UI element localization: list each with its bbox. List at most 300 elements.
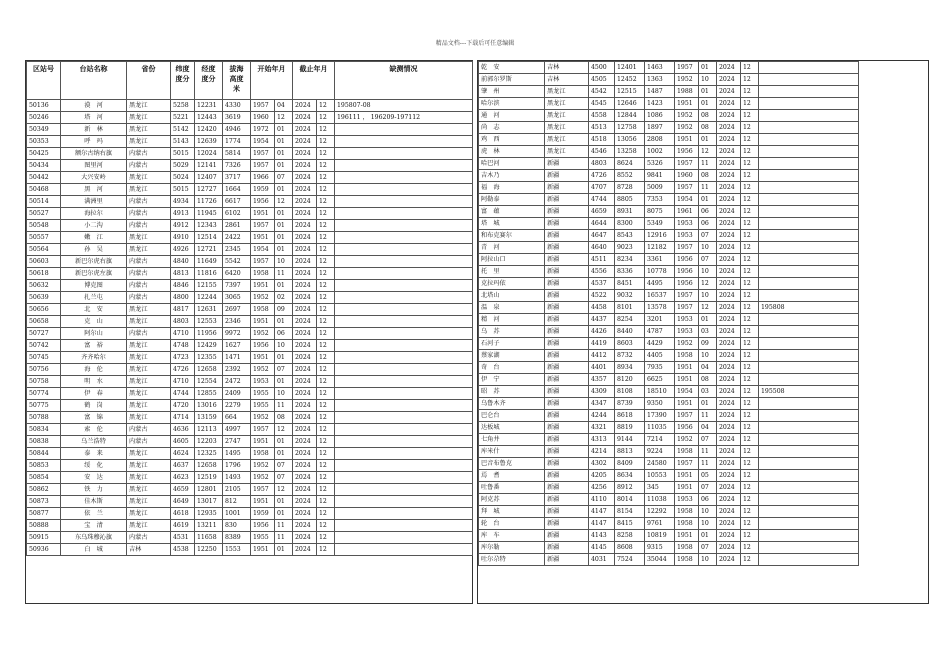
start-month-cell: 10 — [699, 350, 717, 362]
station-name-cell: 伊 春 — [61, 388, 127, 400]
end-month-cell: 12 — [317, 484, 335, 496]
end-year-cell: 2024 — [293, 460, 317, 472]
start-year-cell: 1961 — [675, 206, 699, 218]
start-year-cell: 1957 — [675, 458, 699, 470]
latitude-cell: 4546 — [589, 146, 615, 158]
missing-info-cell — [759, 170, 859, 182]
station-id-cell: 50838 — [27, 436, 61, 448]
longitude-cell: 12325 — [195, 448, 223, 460]
end-month-cell: 12 — [317, 304, 335, 316]
latitude-cell: 4412 — [589, 350, 615, 362]
start-month-cell: 01 — [699, 98, 717, 110]
missing-info-cell: 195807-08 — [335, 100, 473, 112]
end-year-cell: 2024 — [717, 98, 741, 110]
table-row — [479, 86, 859, 98]
col-end: 截止年月 — [293, 62, 335, 100]
end-year-cell: 2024 — [293, 100, 317, 112]
table-row — [479, 554, 859, 566]
end-year-cell: 2024 — [717, 554, 741, 566]
start-month-cell: 10 — [275, 388, 293, 400]
station-id-cell: 50758 — [27, 376, 61, 388]
altitude-cell: 7353 — [645, 194, 675, 206]
station-name-cell: 图里河 — [61, 160, 127, 172]
end-year-cell: 2024 — [717, 86, 741, 98]
longitude-cell: 12401 — [615, 62, 645, 74]
start-year-cell: 1951 — [251, 544, 275, 556]
province-cell: 新疆 — [545, 482, 589, 494]
end-year-cell: 2024 — [717, 74, 741, 86]
start-month-cell: 12 — [275, 484, 293, 496]
longitude-cell: 9144 — [615, 434, 645, 446]
start-year-cell: 1958 — [675, 446, 699, 458]
end-year-cell: 2024 — [717, 254, 741, 266]
table-row — [27, 184, 473, 196]
altitude-cell: 12292 — [645, 506, 675, 518]
station-name-cell: 明 水 — [61, 376, 127, 388]
missing-info-cell — [335, 496, 473, 508]
end-month-cell: 12 — [741, 518, 759, 530]
missing-info-cell — [759, 326, 859, 338]
station-name-cell: 库米什 — [479, 446, 545, 458]
end-month-cell: 12 — [741, 266, 759, 278]
start-month-cell: 01 — [275, 436, 293, 448]
longitude-cell: 12727 — [195, 184, 223, 196]
province-cell: 新疆 — [545, 218, 589, 230]
longitude-cell: 11649 — [195, 256, 223, 268]
start-month-cell: 08 — [699, 374, 717, 386]
end-month-cell: 12 — [317, 412, 335, 424]
station-name-cell: 精 河 — [479, 314, 545, 326]
start-month-cell: 08 — [699, 170, 717, 182]
missing-info-cell — [335, 376, 473, 388]
start-year-cell: 1956 — [675, 146, 699, 158]
missing-info-cell — [759, 194, 859, 206]
end-year-cell: 2024 — [293, 376, 317, 388]
missing-info-cell — [335, 484, 473, 496]
start-year-cell: 1955 — [251, 388, 275, 400]
start-month-cell: 12 — [699, 302, 717, 314]
end-year-cell: 2024 — [293, 364, 317, 376]
end-month-cell: 12 — [317, 292, 335, 304]
station-id-cell: 50888 — [27, 520, 61, 532]
missing-info-cell — [759, 554, 859, 566]
latitude-cell: 4637 — [171, 460, 195, 472]
province-cell: 新疆 — [545, 458, 589, 470]
start-year-cell: 1951 — [251, 280, 275, 292]
end-year-cell: 2024 — [717, 278, 741, 290]
start-month-cell: 01 — [275, 376, 293, 388]
province-cell: 吉林 — [545, 74, 589, 86]
longitude-cell: 8813 — [615, 446, 645, 458]
province-cell: 黑龙江 — [127, 376, 171, 388]
province-cell: 黑龙江 — [127, 472, 171, 484]
start-month-cell: 10 — [699, 74, 717, 86]
start-month-cell: 01 — [275, 544, 293, 556]
end-year-cell: 2024 — [717, 422, 741, 434]
start-year-cell: 1952 — [251, 364, 275, 376]
altitude-cell: 812 — [223, 496, 251, 508]
end-year-cell: 2024 — [717, 458, 741, 470]
station-id-cell: 50514 — [27, 196, 61, 208]
start-year-cell: 1957 — [251, 484, 275, 496]
province-cell: 新疆 — [545, 386, 589, 398]
longitude-cell: 8120 — [615, 374, 645, 386]
altitude-cell: 3201 — [645, 314, 675, 326]
station-name-cell: 福 海 — [479, 182, 545, 194]
altitude-cell: 9841 — [645, 170, 675, 182]
table-row — [479, 146, 859, 158]
missing-info-cell — [335, 436, 473, 448]
longitude-cell: 12443 — [195, 112, 223, 124]
start-year-cell: 1958 — [251, 448, 275, 460]
end-year-cell: 2024 — [717, 62, 741, 74]
latitude-cell: 4644 — [589, 218, 615, 230]
missing-info-cell — [335, 256, 473, 268]
end-month-cell: 12 — [317, 220, 335, 232]
end-month-cell: 12 — [317, 208, 335, 220]
end-year-cell: 2024 — [293, 328, 317, 340]
table-row — [27, 256, 473, 268]
missing-info-cell: 196111 ， 196209-197112 — [335, 112, 473, 124]
table-row — [479, 398, 859, 410]
missing-info-cell — [759, 410, 859, 422]
table-row — [479, 518, 859, 530]
station-name-cell: 拜 城 — [479, 506, 545, 518]
province-cell: 新疆 — [545, 422, 589, 434]
start-month-cell: 07 — [275, 460, 293, 472]
station-id-cell: 50632 — [27, 280, 61, 292]
start-month-cell: 01 — [275, 496, 293, 508]
start-month-cell: 06 — [699, 206, 717, 218]
latitude-cell: 4505 — [589, 74, 615, 86]
left-page — [25, 60, 473, 604]
col-start: 开始年月 — [251, 62, 293, 100]
end-year-cell: 2024 — [717, 494, 741, 506]
longitude-cell: 12554 — [195, 376, 223, 388]
end-year-cell: 2024 — [717, 518, 741, 530]
latitude-cell: 5142 — [171, 124, 195, 136]
altitude-cell: 3717 — [223, 172, 251, 184]
province-cell: 新疆 — [545, 554, 589, 566]
start-year-cell: 1952 — [251, 460, 275, 472]
station-id-cell: 50854 — [27, 472, 61, 484]
station-name-cell: 富 蕴 — [479, 206, 545, 218]
end-year-cell: 2024 — [717, 230, 741, 242]
station-id-cell: 50527 — [27, 208, 61, 220]
end-year-cell: 2024 — [717, 530, 741, 542]
province-cell: 黑龙江 — [127, 124, 171, 136]
table-row — [27, 160, 473, 172]
missing-info-cell — [759, 338, 859, 350]
province-cell: 黑龙江 — [127, 232, 171, 244]
end-year-cell: 2024 — [293, 196, 317, 208]
start-year-cell: 1956 — [251, 340, 275, 352]
latitude-cell: 4347 — [589, 398, 615, 410]
station-id-cell: 50742 — [27, 340, 61, 352]
latitude-cell: 5143 — [171, 136, 195, 148]
end-month-cell: 12 — [317, 124, 335, 136]
end-month-cell: 12 — [741, 278, 759, 290]
station-name-cell: 宝 清 — [61, 520, 127, 532]
end-month-cell: 12 — [741, 362, 759, 374]
end-month-cell: 12 — [741, 110, 759, 122]
latitude-cell: 4618 — [171, 508, 195, 520]
altitude-cell: 2409 — [223, 388, 251, 400]
end-year-cell: 2024 — [293, 184, 317, 196]
longitude-cell: 9023 — [615, 242, 645, 254]
province-cell: 新疆 — [545, 242, 589, 254]
start-year-cell: 1955 — [251, 400, 275, 412]
end-year-cell: 2024 — [293, 148, 317, 160]
start-month-cell: 10 — [699, 290, 717, 302]
altitude-cell: 16537 — [645, 290, 675, 302]
province-cell: 新疆 — [545, 182, 589, 194]
end-month-cell: 12 — [741, 98, 759, 110]
province-cell: 黑龙江 — [127, 352, 171, 364]
table-row — [27, 436, 473, 448]
start-year-cell: 1957 — [675, 158, 699, 170]
start-year-cell: 1952 — [251, 328, 275, 340]
altitude-cell: 3619 — [223, 112, 251, 124]
start-year-cell: 1951 — [675, 134, 699, 146]
altitude-cell: 9761 — [645, 518, 675, 530]
start-month-cell: 12 — [699, 146, 717, 158]
longitude-cell: 12343 — [195, 220, 223, 232]
start-year-cell: 1957 — [251, 220, 275, 232]
end-year-cell: 2024 — [293, 496, 317, 508]
latitude-cell: 4800 — [171, 292, 195, 304]
province-cell: 内蒙古 — [127, 256, 171, 268]
latitude-cell: 4244 — [589, 410, 615, 422]
station-name-cell: 博克图 — [61, 280, 127, 292]
end-year-cell: 2024 — [717, 470, 741, 482]
longitude-cell: 12855 — [195, 388, 223, 400]
province-cell: 黑龙江 — [127, 448, 171, 460]
latitude-cell: 4537 — [589, 278, 615, 290]
altitude-cell: 7326 — [223, 160, 251, 172]
missing-info-cell — [759, 218, 859, 230]
start-year-cell: 1958 — [675, 554, 699, 566]
province-cell: 新疆 — [545, 518, 589, 530]
missing-info-cell — [759, 350, 859, 362]
altitude-cell: 2279 — [223, 400, 251, 412]
missing-info-cell — [335, 460, 473, 472]
start-month-cell: 07 — [275, 472, 293, 484]
province-cell: 内蒙古 — [127, 532, 171, 544]
start-year-cell: 1957 — [251, 424, 275, 436]
table-row — [479, 170, 859, 182]
missing-info-cell — [759, 122, 859, 134]
start-month-cell: 12 — [275, 112, 293, 124]
start-year-cell: 1957 — [251, 160, 275, 172]
table-row — [479, 62, 859, 74]
end-month-cell: 12 — [741, 62, 759, 74]
table-row — [27, 424, 473, 436]
longitude-cell: 13056 — [615, 134, 645, 146]
latitude-cell: 5015 — [171, 184, 195, 196]
table-row — [27, 208, 473, 220]
station-name-cell: 通 河 — [479, 110, 545, 122]
station-name-cell: 克 山 — [61, 316, 127, 328]
latitude-cell: 4817 — [171, 304, 195, 316]
latitude-cell: 4623 — [171, 472, 195, 484]
station-name-cell: 铁 力 — [61, 484, 127, 496]
longitude-cell: 12514 — [195, 232, 223, 244]
altitude-cell: 5326 — [645, 158, 675, 170]
end-year-cell: 2024 — [717, 386, 741, 398]
missing-info-cell — [759, 422, 859, 434]
latitude-cell: 4726 — [171, 364, 195, 376]
table-row — [27, 244, 473, 256]
end-month-cell: 12 — [741, 530, 759, 542]
station-name-cell: 鹤 岗 — [61, 400, 127, 412]
end-month-cell: 12 — [741, 338, 759, 350]
station-id-cell: 50564 — [27, 244, 61, 256]
province-cell: 内蒙古 — [127, 148, 171, 160]
altitude-cell: 4405 — [645, 350, 675, 362]
altitude-cell: 7214 — [645, 434, 675, 446]
province-cell: 新疆 — [545, 374, 589, 386]
start-month-cell: 01 — [699, 134, 717, 146]
table-row — [27, 460, 473, 472]
end-year-cell: 2024 — [717, 146, 741, 158]
table-row — [27, 448, 473, 460]
altitude-cell: 1553 — [223, 544, 251, 556]
start-year-cell: 1956 — [675, 254, 699, 266]
province-cell: 吉林 — [127, 544, 171, 556]
station-name-cell: 达板城 — [479, 422, 545, 434]
start-month-cell: 11 — [699, 410, 717, 422]
end-year-cell: 2024 — [293, 340, 317, 352]
start-year-cell: 1956 — [675, 278, 699, 290]
table-row — [27, 100, 473, 112]
left-station-table — [26, 61, 473, 556]
latitude-cell: 4720 — [171, 400, 195, 412]
missing-info-cell — [335, 280, 473, 292]
station-name-cell: 青 河 — [479, 242, 545, 254]
end-year-cell: 2024 — [717, 194, 741, 206]
start-year-cell: 1955 — [251, 532, 275, 544]
altitude-cell: 35044 — [645, 554, 675, 566]
start-month-cell: 01 — [699, 530, 717, 542]
station-name-cell: 塔 河 — [61, 112, 127, 124]
end-year-cell: 2024 — [293, 232, 317, 244]
province-cell: 新疆 — [545, 206, 589, 218]
missing-info-cell — [759, 542, 859, 554]
station-name-cell: 富 锦 — [61, 412, 127, 424]
latitude-cell: 4913 — [171, 208, 195, 220]
station-id-cell: 50353 — [27, 136, 61, 148]
station-id-cell: 50349 — [27, 124, 61, 136]
table-row — [27, 388, 473, 400]
table-row — [479, 218, 859, 230]
missing-info-cell — [759, 62, 859, 74]
start-year-cell: 1957 — [251, 256, 275, 268]
latitude-cell: 4419 — [589, 338, 615, 350]
altitude-cell: 2346 — [223, 316, 251, 328]
end-month-cell: 12 — [741, 494, 759, 506]
province-cell: 新疆 — [545, 326, 589, 338]
table-row — [479, 434, 859, 446]
start-year-cell: 1959 — [251, 508, 275, 520]
end-month-cell: 12 — [741, 554, 759, 566]
latitude-cell: 4426 — [589, 326, 615, 338]
altitude-cell: 1495 — [223, 448, 251, 460]
end-month-cell: 12 — [317, 340, 335, 352]
latitude-cell: 4214 — [589, 446, 615, 458]
longitude-cell: 8634 — [615, 470, 645, 482]
latitude-cell: 4321 — [589, 422, 615, 434]
province-cell: 黑龙江 — [545, 134, 589, 146]
table-row — [27, 544, 473, 556]
table-row — [27, 328, 473, 340]
station-name-cell: 乾 安 — [479, 62, 545, 74]
missing-info-cell — [335, 172, 473, 184]
missing-info-cell — [335, 304, 473, 316]
end-month-cell: 12 — [741, 134, 759, 146]
missing-info-cell — [759, 158, 859, 170]
table-row — [479, 374, 859, 386]
latitude-cell: 4934 — [171, 196, 195, 208]
start-year-cell: 1958 — [675, 542, 699, 554]
station-name-cell: 佳木斯 — [61, 496, 127, 508]
province-cell: 新疆 — [545, 266, 589, 278]
altitude-cell: 4330 — [223, 100, 251, 112]
start-month-cell: 10 — [699, 266, 717, 278]
missing-info-cell — [335, 340, 473, 352]
end-month-cell: 12 — [741, 158, 759, 170]
station-id-cell: 50548 — [27, 220, 61, 232]
table-row — [479, 482, 859, 494]
longitude-cell: 13159 — [195, 412, 223, 424]
missing-info-cell — [759, 506, 859, 518]
missing-info-cell — [759, 266, 859, 278]
table-row — [27, 376, 473, 388]
latitude-cell: 4357 — [589, 374, 615, 386]
altitude-cell: 2422 — [223, 232, 251, 244]
start-year-cell: 1960 — [251, 112, 275, 124]
longitude-cell: 8732 — [615, 350, 645, 362]
missing-info-cell — [335, 364, 473, 376]
end-month-cell: 12 — [741, 86, 759, 98]
start-month-cell: 01 — [699, 86, 717, 98]
longitude-cell: 12420 — [195, 124, 223, 136]
start-month-cell: 07 — [699, 254, 717, 266]
province-cell: 黑龙江 — [127, 100, 171, 112]
altitude-cell: 6625 — [645, 374, 675, 386]
end-year-cell: 2024 — [717, 218, 741, 230]
station-name-cell: 索 伦 — [61, 424, 127, 436]
end-month-cell: 12 — [741, 302, 759, 314]
station-id-cell: 50136 — [27, 100, 61, 112]
altitude-cell: 24580 — [645, 458, 675, 470]
start-month-cell: 11 — [275, 400, 293, 412]
end-month-cell: 12 — [317, 100, 335, 112]
station-id-cell: 50468 — [27, 184, 61, 196]
station-name-cell: 绥 化 — [61, 460, 127, 472]
start-month-cell: 10 — [699, 242, 717, 254]
table-row — [479, 254, 859, 266]
table-row — [27, 484, 473, 496]
latitude-cell: 4205 — [589, 470, 615, 482]
end-month-cell: 12 — [317, 400, 335, 412]
station-name-cell: 海 伦 — [61, 364, 127, 376]
province-cell: 新疆 — [545, 434, 589, 446]
longitude-cell: 8258 — [615, 530, 645, 542]
station-name-cell: 肇 州 — [479, 86, 545, 98]
station-id-cell: 50775 — [27, 400, 61, 412]
end-month-cell: 12 — [317, 184, 335, 196]
